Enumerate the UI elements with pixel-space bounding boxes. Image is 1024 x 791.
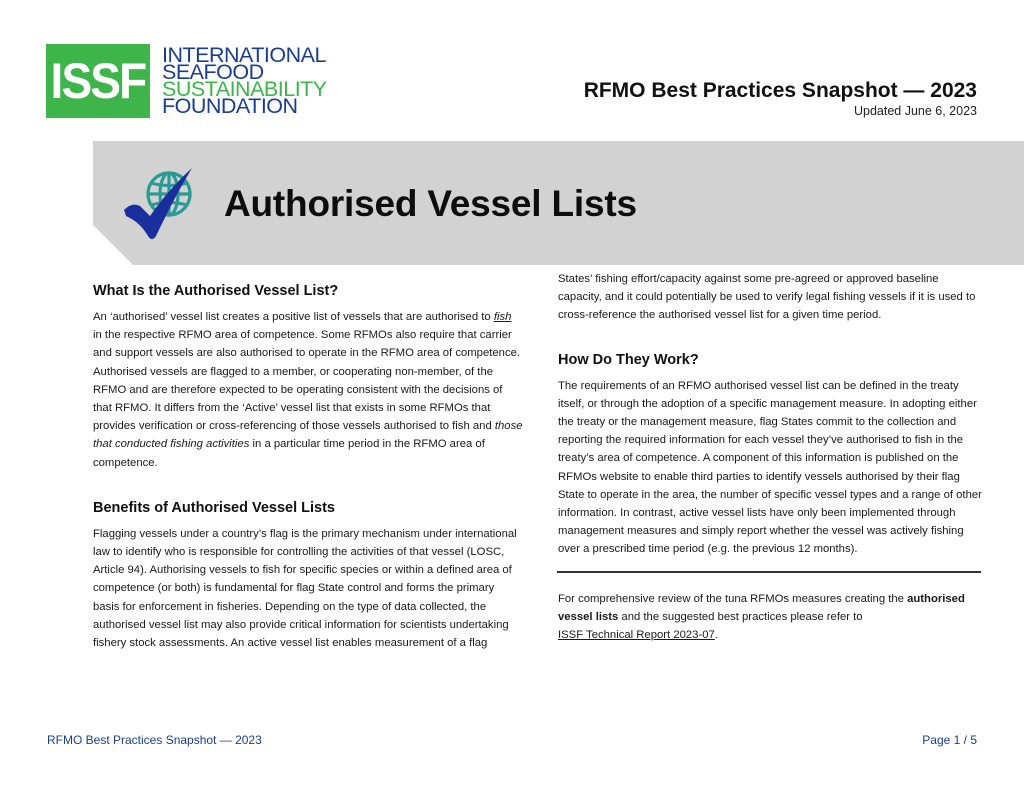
- document-title: RFMO Best Practices Snapshot — 2023: [583, 79, 977, 102]
- heading-how: How Do They Work?: [558, 351, 699, 368]
- text: .: [714, 629, 718, 642]
- page-number: Page 1 / 5: [922, 733, 977, 747]
- section-divider: [557, 571, 981, 573]
- section-what-is: [93, 281, 523, 472]
- logo-line-seafood: SEAFOOD: [162, 60, 264, 84]
- footer-title: RFMO Best Practices Snapshot — 2023: [47, 733, 262, 747]
- heading-benefits: Benefits of Authorised Vessel Lists: [93, 499, 335, 516]
- text: For comprehensive review of the tuna RFMOs measures creating the: [558, 593, 908, 605]
- reference-note: [558, 590, 982, 645]
- how-paragraph: The requirements of an RFMO authorised vessel list can be defined in the treaty itself, or through the adoption of a specific management measure. In adopting either the treaty or the management measure, flag States commit to the collection and reporting the required information for each vessel they’ve authorised to fish in the treaty’s area of competence. A component of this information is published on the RFMOs website to enable third parties to identify vessels authorised by their flag State to operate in the area, the number of specific vessel types and a range of other information. In contrast, active vessel lists have only been implemented through management measures and simply report whether the vessel was actively fishing over a prescribed time period (e.g. the previous 12 months).: [558, 379, 982, 556]
- logo-line-sustainability: SUSTAINABILITY: [162, 77, 327, 101]
- text: and the suggested best practices please refer to: [618, 611, 863, 624]
- section-benefits: [93, 498, 523, 652]
- globe-checkmark-icon: [122, 164, 200, 242]
- page-title: Authorised Vessel Lists: [224, 183, 637, 224]
- technical-report-link[interactable]: ISSF Technical Report 2023-07: [558, 629, 715, 642]
- updated-date: Updated June 6, 2023: [853, 104, 977, 118]
- left-column: [93, 281, 523, 674]
- section-how: [558, 350, 982, 559]
- what-is-paragraph: [93, 308, 523, 472]
- issf-logo: [46, 44, 327, 118]
- logo-line-foundation: FOUNDATION: [162, 94, 298, 118]
- logo-acronym: ISSF: [46, 44, 150, 118]
- right-column: [558, 270, 982, 581]
- bold-text: authorised vessel lists: [558, 593, 965, 624]
- benefits-paragraph: Flagging vessels under a country’s flag is the primary mechanism under international law to identify who is responsible for controlling the activities of that vessel (LOSC, Article 94). Authorising vessels to fish for specific species or within a defined area of competence (or both) is fundamental for flag State control and forms the primary basis for enforcement in fisheries. Depending on the type of data collected, the authorised vessel list may also provide critical information for scientists undertaking fishery stock assessments. An active vessel list enables measurement of a flag: [93, 527, 517, 650]
- logo-line-international: INTERNATIONAL: [162, 43, 326, 67]
- text: in a particular time period in the RFMO area of competence.: [93, 438, 485, 469]
- emphasis-text: those that conducted fishing activities: [93, 420, 523, 451]
- benefits-paragraph-continued: States’ fishing effort/capacity against some pre-agreed or approved baseline capacity, and it could potentially be used to verify legal fishing vessels if it is used to cross-reference the authorised vessel list for a given time period.: [558, 273, 976, 322]
- text: An ‘authorised’ vessel list creates a positive list of vessels that are authorised to: [93, 311, 494, 323]
- heading-what-is: What Is the Authorised Vessel List?: [93, 283, 339, 299]
- fish-link[interactable]: fish: [493, 311, 512, 323]
- text: in the respective RFMO area of competence. Some RFMOs also require that carrier and support vessels are also authorised to operate in the RFMO area of competence. Authorised vessels are flagged to a member, or cooperating non-member, of the RFMO and are therefore expected to be operating consistent with the decisions of that RFMO. It differs from the ‘Active’ vessel list that exists in some RFMOs that provides verification or cross-referencing of those vessels authorised to fish and: [93, 329, 521, 433]
- logo-wordmark: [162, 44, 327, 118]
